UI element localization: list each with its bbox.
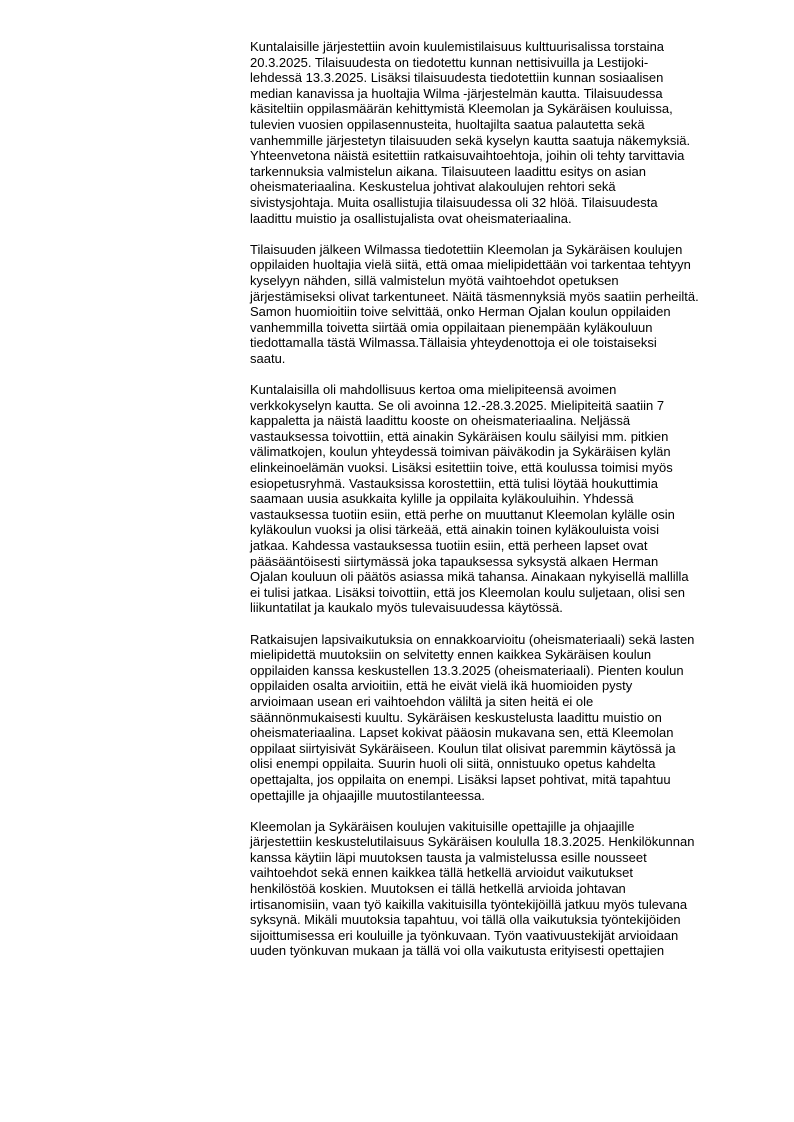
text-line: esiopetusryhmä. Vastauksissa korostettiin, että tulisi löytää houkuttimia bbox=[250, 475, 659, 491]
text-line: kyselyyn nähden, sillä valmistelun myötä vaihtoehdot opetuksen bbox=[250, 272, 619, 288]
text-line: vastauksessa tuotiin esiin, että perhe on muuttanut Kleemolan kylälle osin bbox=[250, 506, 675, 522]
text-line: tulevien vuosien oppilasennusteita, huoltajilta saatua palautetta sekä bbox=[250, 116, 645, 132]
text-line: oppilaiden huoltajia vielä siitä, että omaa mielipidettään voi tarkentaa tehtyyn bbox=[250, 257, 691, 273]
text-line: tarkennuksia valmistelun aikana. Tilaisuuteen laadittu esitys on asian bbox=[250, 163, 647, 179]
text-line: Samon huomioitiin toive selvittää, onko Herman Ojalan koulun oppilaiden bbox=[250, 304, 671, 320]
text-line: vanhemmilla toivetta siirtää omia oppilaitaan pienempään kyläkouluun bbox=[250, 319, 653, 335]
text-line: Kuntalaisilla oli mahdollisuus kertoa oma mielipiteensä avoimen bbox=[250, 382, 617, 398]
text-line: välimatkojen, koulun yhteydessä toimivan päiväkodin ja Sykäräisen kylän bbox=[250, 444, 671, 460]
text-line: arvioimaan usean eri vaihtoehdon väliltä ja siten heitä ei ole bbox=[250, 693, 594, 709]
text-line: mielipidettä muutoksiin on selvitetty ennen kaikkea Sykäräisen koulun bbox=[250, 647, 652, 663]
text-line: Yhteenvetona näistä esitettiin ratkaisuvaihtoehtoja, joihin oli tehty tarvittavia bbox=[250, 148, 685, 164]
text-line: pääsääntöisesti siirtymässä joka tapauksessa syksystä alkaen Herman bbox=[250, 553, 659, 569]
text-line: oheismateriaalina. Lapset kokivat pääosin mukavana sen, että Kleemolan bbox=[250, 725, 674, 741]
text-line: Ojalan kouluun oli päätös asiassa mikä tahansa. Ainakaan nykyisellä mallilla bbox=[250, 569, 689, 585]
text-line: oppilaiden kanssa keskustellen 13.3.2025 (oheismateriaali). Pienten koulun bbox=[250, 662, 684, 678]
text-line: vanhemmille järjestetyn tilaisuuden sekä kyselyn kautta saatuja näkemyksiä. bbox=[250, 132, 691, 148]
text-line: Tilaisuuden jälkeen Wilmassa tiedotettiin Kleemolan ja Sykäräisen koulujen bbox=[250, 241, 683, 257]
text-line: sivistysjohtaja. Muita osallistujia tilaisuudessa oli 32 hlöä. Tilaisuudesta bbox=[250, 194, 658, 210]
text-line: henkilöstöä koskien. Muutoksen ei tällä hetkellä arvioida johtavan bbox=[250, 881, 626, 897]
text-line: säännönmukaisesti kuultu. Sykäräisen keskustelusta laadittu muistio on bbox=[250, 709, 662, 725]
text-line: oppilaiden osalta arvioitiin, että he eivät vielä ikä huomioiden pysty bbox=[250, 678, 633, 694]
text-line: Kuntalaisille järjestettiin avoin kuulemistilaisuus kulttuurisalissa torstaina bbox=[250, 39, 665, 54]
text-line: verkkokyselyn kautta. Se oli avoinna 12.-28.3.2025. Mielipiteitä saatiin 7 bbox=[250, 397, 665, 413]
text-line: järjestämiseksi olivat tarkentuneet. Näitä täsmennyksiä myös saatiin perheiltä. bbox=[250, 288, 699, 304]
body-paragraph bbox=[250, 39, 768, 226]
text-line: opettajille ja ohjaajille muutostilanteessa. bbox=[250, 787, 485, 803]
text-line: jatkaa. Kahdessa vastauksessa tuotiin esiin, että perheen lapset ovat bbox=[250, 538, 648, 553]
text-line: uuden työnkuvan mukaan ja tällä voi olla vaikutusta erityisesti opettajien bbox=[250, 943, 665, 959]
text-line: elinkeinoelämän vuoksi. Lisäksi esitettiin toive, että koulussa toimisi myös bbox=[250, 460, 673, 476]
text-line: kyläkoulun vuoksi ja olisi tärkeää, että ainakin toinen kyläkouluista voisi bbox=[250, 522, 659, 538]
text-line: saamaan uusia asukkaita kylille ja oppilaita kyläkouluihin. Yhdessä bbox=[250, 491, 634, 507]
body-paragraph bbox=[250, 632, 768, 804]
text-line: käsiteltiin oppilasmäärän kehittymistä Kleemolan ja Sykäräisen kouluissa, bbox=[250, 101, 673, 117]
text-line: 20.3.2025. Tilaisuudesta on tiedotettu kunnan nettisivuilla ja Lestijoki- bbox=[250, 54, 649, 70]
text-line: sijoittumisessa eri kouluille ja työnkuvaan. Työn vaativuustekijät arvioidaan bbox=[250, 927, 679, 943]
document-body bbox=[250, 39, 768, 975]
body-paragraph bbox=[250, 242, 768, 367]
text-line: kanssa käytiin läpi muutoksen tausta ja valmistelussa esille nousseet bbox=[250, 849, 647, 865]
text-line: kappaletta ja näistä laadittu kooste on oheismateriaalina. Neljässä bbox=[250, 413, 631, 429]
text-line: olisi enempi oppilaita. Suurin huoli oli siitä, onnistuuko opetus kahdelta bbox=[250, 756, 656, 772]
text-line: tiedottamalla tästä Wilmassa.Tällaisia yhteydenottoja ei ole toistaiseksi bbox=[250, 335, 657, 351]
text-line: Ratkaisujen lapsivaikutuksia on ennakkoarvioitu (oheismateriaali) sekä lasten bbox=[250, 631, 695, 647]
text-line: ei tulisi jatkaa. Lisäksi toivottiin, että jos Kleemolan koulu suljetaan, olisi sen bbox=[250, 584, 686, 600]
text-line: median kanavissa ja huoltajia Wilma -järjestelmän kautta. Tilaisuudessa bbox=[250, 85, 663, 101]
text-line: irtisanomisiin, vaan työ kaikilla vakituisilla työntekijöillä jatkuu myös tulevana bbox=[250, 896, 688, 912]
text-line: saatu. bbox=[250, 350, 286, 366]
text-line: lehdessä 13.3.2025. Lisäksi tilaisuudesta tiedotettiin kunnan sosiaalisen bbox=[250, 70, 664, 86]
text-line: vaihtoehdot sekä ennen kaikkea tällä hetkellä arvioidut vaikutukset bbox=[250, 865, 634, 881]
text-line: opettajalta, jos oppilaita on enempi. Lisäksi lapset pohtivat, mitä tapahtuu bbox=[250, 771, 671, 787]
text-line: vastauksessa toivottiin, että ainakin Sykäräisen koulu säilyisi mm. pitkien bbox=[250, 428, 669, 444]
text-line: laadittu muistio ja osallistujalista ovat oheismateriaalina. bbox=[250, 210, 572, 226]
text-line: liikuntatilat ja kaukalo myös tulevaisuudessa käytössä. bbox=[250, 600, 563, 616]
text-line: järjestettiin keskustelutilaisuus Sykäräisen koululla 18.3.2025. Henkilökunnan bbox=[250, 834, 695, 850]
text-line: oppilaat siirtyisivät Sykäräiseen. Koulun tilat olisivat paremmin käytössä ja bbox=[250, 740, 676, 756]
text-line: syksynä. Mikäli muutoksia tapahtuu, voi tällä olla vaikutuksia työntekijöiden bbox=[250, 912, 681, 928]
body-paragraph bbox=[250, 819, 768, 959]
text-line: Kleemolan ja Sykäräisen koulujen vakituisille opettajille ja ohjaajille bbox=[250, 818, 635, 834]
body-paragraph bbox=[250, 382, 768, 616]
text-line: oheismateriaalina. Keskustelua johtivat alakoulujen rehtori sekä bbox=[250, 179, 616, 195]
